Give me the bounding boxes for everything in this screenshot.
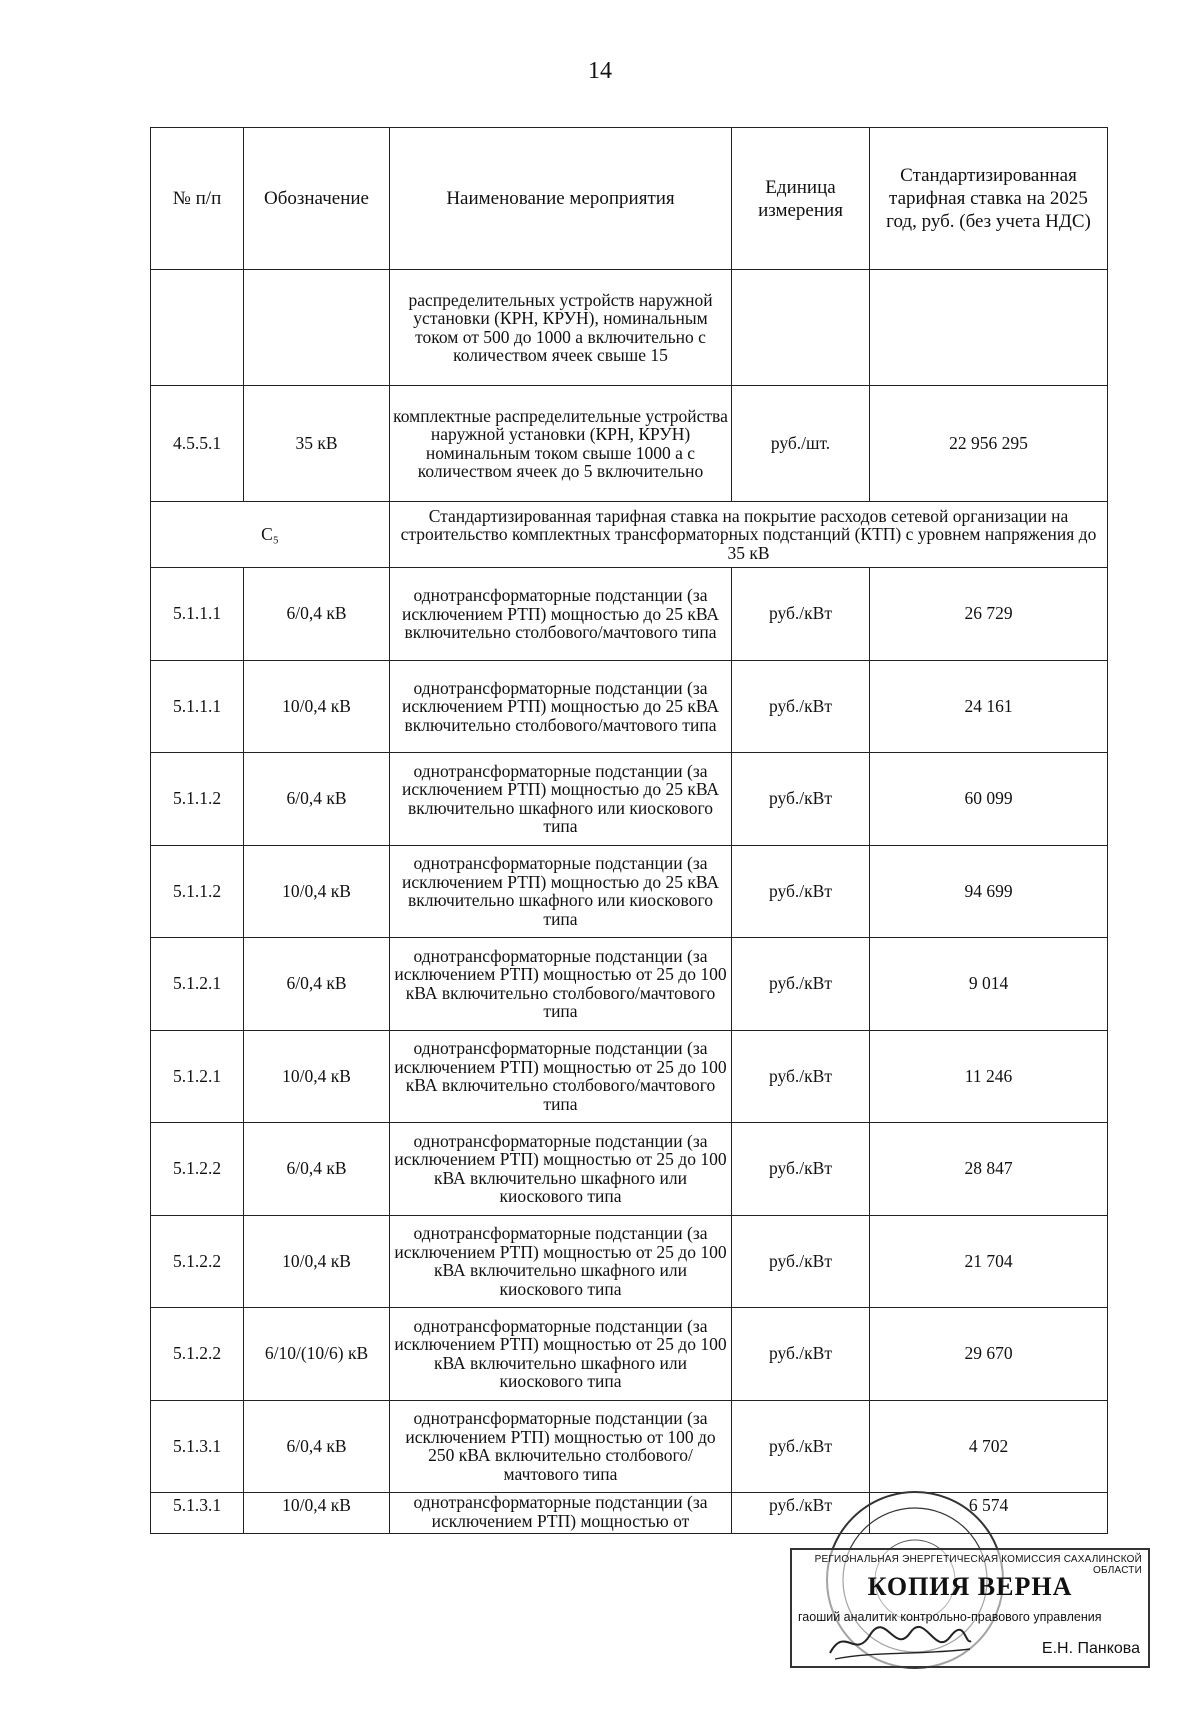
cell-name: однотрансформаторные подстанции (за исключением РТП) мощностью от 25 до 100 кВА включительно столбового/мачтового типа [390,1030,732,1123]
cell-designation: 6/0,4 кВ [244,938,390,1031]
cell-unit: руб./кВт [732,660,870,753]
header-rate: Стандартизированная тарифная ставка на 2025 год, руб. (без учета НДС) [870,128,1108,270]
cell-designation: 6/10/(10/6) кВ [244,1308,390,1401]
cell-unit: руб./кВт [732,1123,870,1216]
cell-designation: 6/0,4 кВ [244,1123,390,1216]
cell-designation: 6/0,4 кВ [244,1400,390,1493]
cell-unit: руб./кВт [732,1493,870,1534]
cell-name: однотрансформаторные подстанции (за исключением РТП) мощностью от [390,1493,732,1534]
page-number: 14 [588,58,612,84]
cell-name: однотрансформаторные подстанции (за исключением РТП) мощностью до 25 кВА включительно шкафного или киоскового типа [390,845,732,938]
cell-num: 5.1.2.1 [151,938,244,1031]
cell-designation: 10/0,4 кВ [244,845,390,938]
cell-num: 5.1.2.1 [151,1030,244,1123]
table-row [151,753,1108,846]
header-num: № п/п [151,128,244,270]
cell-rate: 24 161 [870,660,1108,753]
cell-designation: 10/0,4 кВ [244,1030,390,1123]
table-header-row [151,128,1108,270]
cell-name: однотрансформаторные подстанции (за исключением РТП) мощностью до 25 кВА включительно столбового/мачтового типа [390,568,732,661]
cell-unit: руб./кВт [732,1030,870,1123]
cell-name: однотрансформаторные подстанции (за исключением РТП) мощностью от 25 до 100 кВА включительно шкафного или киоскового типа [390,1215,732,1308]
cell-num: 4.5.5.1 [151,386,244,502]
cell-rate: 60 099 [870,753,1108,846]
cell-designation: 10/0,4 кВ [244,660,390,753]
cell-rate: 29 670 [870,1308,1108,1401]
cell-num: 5.1.2.2 [151,1308,244,1401]
cell-designation: 10/0,4 кВ [244,1215,390,1308]
cell-unit: руб./кВт [732,753,870,846]
section-row [151,502,1108,568]
cell-unit: руб./кВт [732,845,870,938]
cell-num: 5.1.1.2 [151,753,244,846]
cell-num: 5.1.1.2 [151,845,244,938]
cell-name: однотрансформаторные подстанции (за исключением РТП) мощностью от 25 до 100 кВА включительно шкафного или киоскового типа [390,1308,732,1401]
continuation-text: распределительных устройств наружной установки (КРН, КРУН), номинальным током от 500 до 1000 а включительно с количеством ячеек свыше 15 [390,270,732,386]
cell-name: комплектные распределительные устройства наружной установки (КРН, КРУН) номинальным током свыше 1000 а с количеством ячеек до 5 включительно [390,386,732,502]
cell-name: однотрансформаторные подстанции (за исключением РТП) мощностью от 100 до 250 кВА включительно столбового/мачтового типа [390,1400,732,1493]
cell-rate: 94 699 [870,845,1108,938]
cell-rate: 21 704 [870,1215,1108,1308]
handwritten-signature [825,1615,975,1665]
cell-rate: 22 956 295 [870,386,1108,502]
cell-designation: 6/0,4 кВ [244,753,390,846]
cell-name: однотрансформаторные подстанции (за исключением РТП) мощностью до 25 кВА включительно столбового/мачтового типа [390,660,732,753]
table-row [151,1308,1108,1401]
stamp-organization: РЕГИОНАЛЬНАЯ ЭНЕРГЕТИЧЕСКАЯ КОМИССИЯ САХАЛИНСКОЙ ОБЛАСТИ [814,1554,1142,1576]
stamp-role: гаоший аналитик контрольно-правового управления [798,1610,1102,1624]
table-row [151,568,1108,661]
cell-num: 5.1.3.1 [151,1400,244,1493]
header-unit: Единица измерения [732,128,870,270]
table-row [151,1030,1108,1123]
table-row [151,845,1108,938]
table-row-continuation [151,270,1108,386]
cell-name: однотрансформаторные подстанции (за исключением РТП) мощностью от 25 до 100 кВА включительно шкафного или киоскового типа [390,1123,732,1216]
stamp-name: Е.Н. Панкова [1041,1640,1140,1657]
table-row [151,938,1108,1031]
cell-name: однотрансформаторные подстанции (за исключением РТП) мощностью до 25 кВА включительно шкафного или киоскового типа [390,753,732,846]
cell-designation: 6/0,4 кВ [244,568,390,661]
cell-unit: руб./шт. [732,386,870,502]
header-designation: Обозначение [244,128,390,270]
header-name: Наименование мероприятия [390,128,732,270]
table-row [151,1123,1108,1216]
stamp-title: КОПИЯ ВЕРНА [867,1572,1073,1601]
cell-rate: 9 014 [870,938,1108,1031]
table-row [151,660,1108,753]
cell-rate: 6 574 [870,1493,1108,1534]
cell-num: 5.1.3.1 [151,1493,244,1534]
cell-rate: 11 246 [870,1030,1108,1123]
cell-rate: 4 702 [870,1400,1108,1493]
cell-unit: руб./кВт [732,1215,870,1308]
cell-designation: 35 кВ [244,386,390,502]
cell-designation: 10/0,4 кВ [244,1493,390,1534]
section-label: C₅ [151,502,390,568]
cell-unit: руб./кВт [732,1308,870,1401]
cell-rate: 28 847 [870,1123,1108,1216]
cell-unit: руб./кВт [732,938,870,1031]
cell-unit: руб./кВт [732,1400,870,1493]
table-row [151,386,1108,502]
table-row [151,1215,1108,1308]
table-row [151,1400,1108,1493]
cell-rate: 26 729 [870,568,1108,661]
tariff-table [150,127,1108,1534]
cell-num: 5.1.1.1 [151,568,244,661]
cell-num: 5.1.1.1 [151,660,244,753]
cell-name: однотрансформаторные подстанции (за исключением РТП) мощностью от 25 до 100 кВА включительно столбового/мачтового типа [390,938,732,1031]
cell-unit: руб./кВт [732,568,870,661]
section-text: Стандартизированная тарифная ставка на покрытие расходов сетевой организации на строительство комплектных трансформаторных подстанций (КТП) с уровнем напряжения до 35 кВ [390,502,1108,568]
cell-num: 5.1.2.2 [151,1215,244,1308]
cell-num: 5.1.2.2 [151,1123,244,1216]
